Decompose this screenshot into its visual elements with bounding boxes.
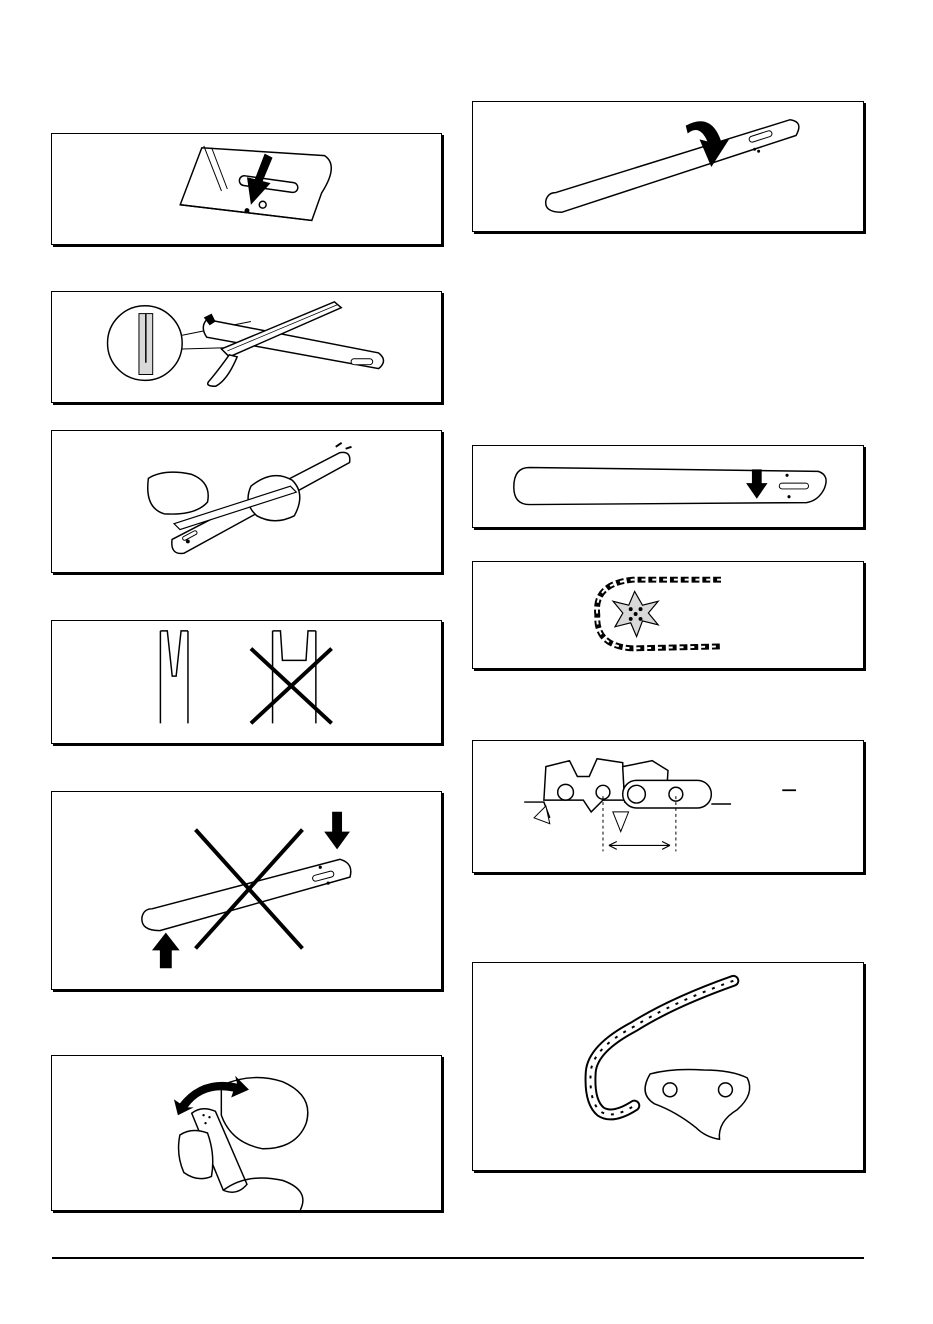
bar-not-ok-illustration	[52, 792, 441, 989]
chain-pitch-illustration	[473, 741, 863, 872]
pitch-dimension-arrow-icon	[609, 841, 670, 849]
panel-chain-drive-link	[472, 962, 864, 1171]
chain-drive-link-illustration	[473, 963, 863, 1170]
sprocket-chain-illustration	[473, 562, 863, 668]
panel-bar-not-ok	[51, 791, 442, 990]
panel-chain-pitch	[472, 740, 864, 873]
panel-sprocket-chain	[472, 561, 864, 669]
panel-bar-long	[472, 445, 864, 528]
bar-long-illustration	[473, 446, 863, 527]
footer-rule	[52, 1257, 864, 1259]
panel-bar-filing-rails	[51, 291, 442, 403]
rail-profile-illustration	[52, 621, 441, 743]
down-arrow-icon	[324, 812, 350, 850]
bar-rotate-illustration	[473, 102, 863, 231]
bar-filing-illustration	[52, 292, 441, 402]
panel-bar-turn-hands	[51, 1055, 442, 1211]
panel-bar-oil-hole	[51, 133, 442, 245]
bar-deburr-illustration	[52, 431, 441, 572]
panel-bar-deburr-hands	[51, 430, 442, 573]
panel-bar-rotate	[472, 101, 864, 232]
bar-oil-hole-illustration	[52, 134, 441, 244]
up-arrow-icon	[152, 933, 180, 969]
panel-rail-profile	[51, 620, 442, 744]
bar-turn-illustration	[52, 1056, 441, 1210]
